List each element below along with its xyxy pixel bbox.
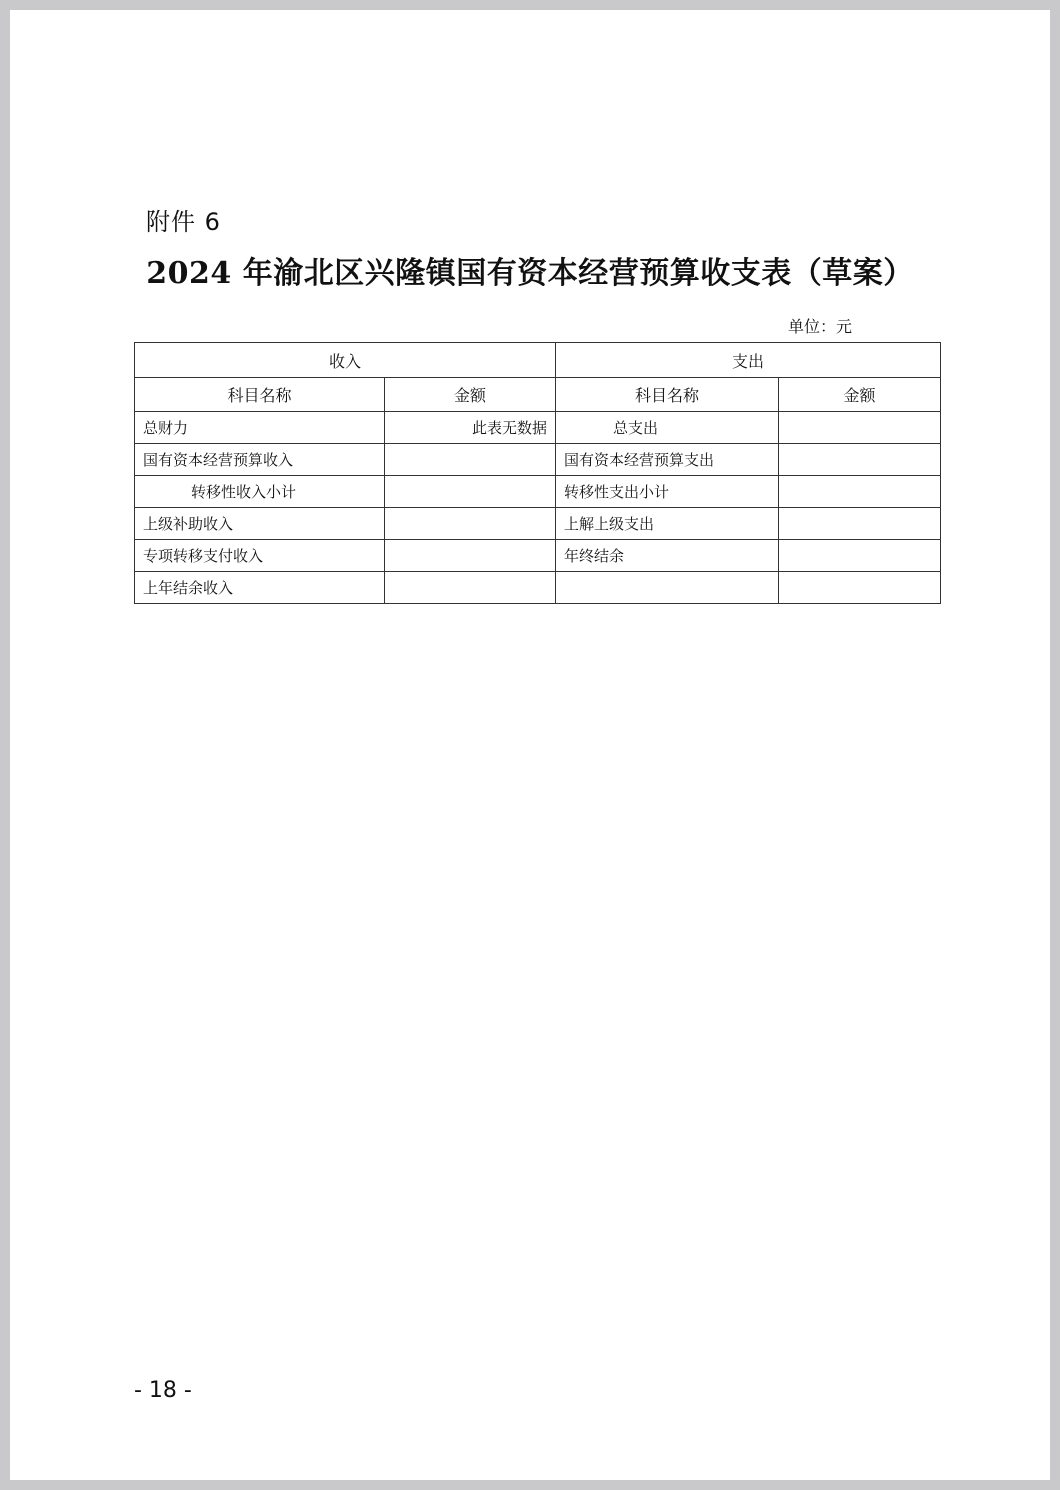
income-amount-cell: 此表无数据 xyxy=(385,412,556,444)
income-item-cell: 上年结余收入 xyxy=(135,572,385,604)
income-amount-cell xyxy=(385,508,556,540)
column-header-income-item: 科目名称 xyxy=(135,378,385,412)
expense-item-cell: 上解上级支出 xyxy=(556,508,779,540)
expense-amount-cell xyxy=(779,572,941,604)
table-row xyxy=(135,444,941,476)
table-header-row xyxy=(135,343,941,378)
expense-amount-cell xyxy=(779,540,941,572)
expense-amount-cell xyxy=(779,412,941,444)
income-amount-cell xyxy=(385,572,556,604)
income-amount-cell xyxy=(385,540,556,572)
expense-item-cell xyxy=(556,572,779,604)
expense-amount-cell xyxy=(779,508,941,540)
document-title: 2024 年渝北区兴隆镇国有资本经营预算收支表（草案） xyxy=(146,256,914,291)
column-header-row xyxy=(135,378,941,412)
column-header-expense-amount: 金额 xyxy=(779,378,941,412)
expense-item-cell: 总支出 xyxy=(556,412,779,444)
income-item-cell: 上级补助收入 xyxy=(135,508,385,540)
income-header: 收入 xyxy=(135,343,556,378)
table-row xyxy=(135,476,941,508)
budget-table xyxy=(134,342,941,604)
expense-item-cell: 年终结余 xyxy=(556,540,779,572)
expense-item-cell: 转移性支出小计 xyxy=(556,476,779,508)
table-row xyxy=(135,412,941,444)
table-row xyxy=(135,508,941,540)
table-row xyxy=(135,572,941,604)
income-amount-cell xyxy=(385,476,556,508)
income-item-cell: 国有资本经营预算收入 xyxy=(135,444,385,476)
income-item-cell: 专项转移支付收入 xyxy=(135,540,385,572)
column-header-income-amount: 金额 xyxy=(385,378,556,412)
attachment-label: 附件 6 xyxy=(146,208,221,236)
expense-item-cell: 国有资本经营预算支出 xyxy=(556,444,779,476)
income-item-cell: 总财力 xyxy=(135,412,385,444)
income-item-cell: 转移性收入小计 xyxy=(135,476,385,508)
expense-amount-cell xyxy=(779,444,941,476)
page-number: - 18 - xyxy=(134,1378,192,1403)
income-amount-cell xyxy=(385,444,556,476)
expense-header: 支出 xyxy=(556,343,941,378)
unit-label: 单位：元 xyxy=(788,317,853,336)
column-header-expense-item: 科目名称 xyxy=(556,378,779,412)
document-page xyxy=(10,10,1050,1480)
expense-amount-cell xyxy=(779,476,941,508)
table-row xyxy=(135,540,941,572)
